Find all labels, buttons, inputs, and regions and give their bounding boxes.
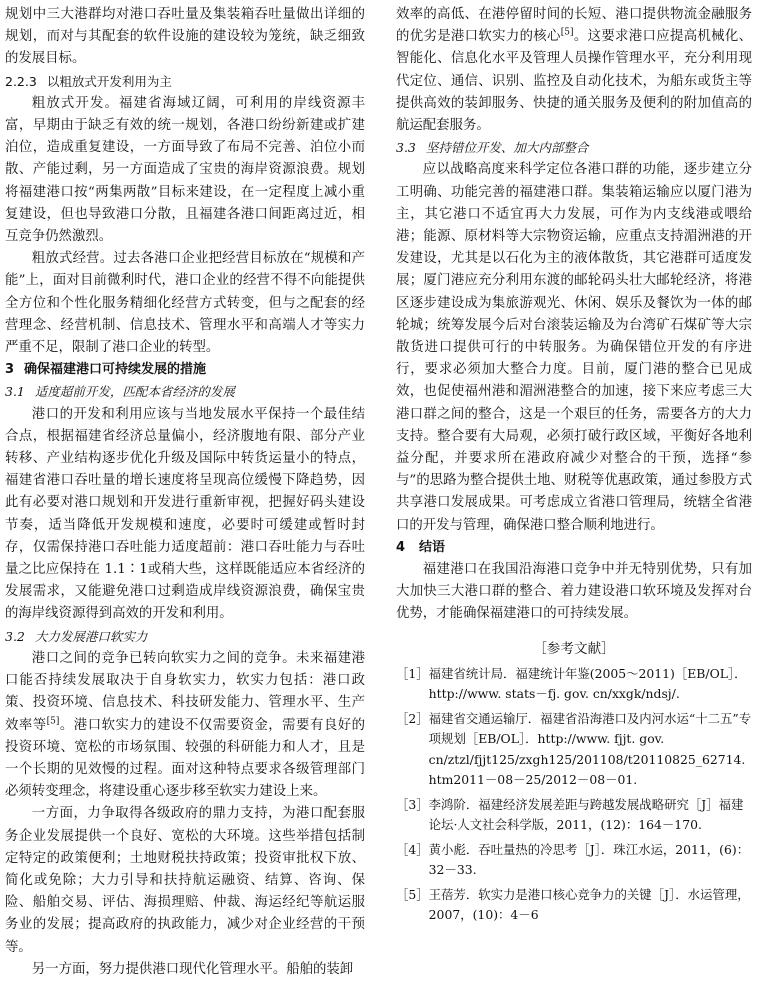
section-title: 适度超前开发，匹配本省经济的发展: [34, 384, 235, 400]
paragraph: 另一方面，努力提供港口现代化管理水平。船舶的装卸: [31, 961, 354, 977]
citation: [5]: [560, 27, 574, 38]
reference-text: 福建省统计局．福建统计年鉴(2005～2011)［EB/OL］．http://www. stats－fj. gov. cn/xxgk/ndsj/.: [428, 665, 747, 702]
right-column: [396, 4, 752, 926]
section-number: 3: [5, 362, 15, 378]
paragraph-text: 港口之间的竞争已转向软实力之间的竞争。未来福建港口能否持续发展取决于自身软实力，软实力包括：港口政策、投资环境、信息技术、科技研发能力、管理水平、生产效率等: [5, 650, 365, 733]
paragraph: 港口的开发和利用应该与当地发展水平保持一个最佳结合点，根据福建省经济总量偏小，经济腹地有限、部分产业转移、产业结构逐步优化升级及国际中转货运量小的特点，福建省港口吞吐量的增长速度将呈现高位缓慢下降趋势，因此有必要对港口规划和开发进行重新审视，把握好码头建设节奏，适当降低开发规模和速度，必要时可缓建或暂时封存，仅需保持港口吞吐能力适度超前：港口吞吐能力与吞吐量之比应保持在 1.1∶1或稍大些，这样既能适应本省经济的发展需求，又能避免港口过剩造成岸线资源浪费，确保宝贵的海岸线资源得到高效的开发和利用。: [5, 406, 365, 622]
paragraph-text: 。港口软实力的建设不仅需要资金，需要有良好的投资环境、宽松的市场氛围、较强的科研能力和人才，且是一个长期的见效慢的过程。面对这种特点要求各级管理部门必须转变理念，将建设重心逐步移至软实力建设上来。: [5, 717, 366, 800]
section-heading-2-2-3: [5, 71, 365, 93]
reference-list: [396, 664, 752, 926]
section-number: 4: [396, 539, 406, 555]
paragraph-text: 。这要求港口应提高机械化、智能化、信息化水平及管理人员操作管理水平，充分利用现代定位、通信、识别、监控及自动化技术，为船东或货主等提供高效的装卸服务、快捷的通关服务及便利的附加值高的航运配套服务。: [396, 29, 753, 134]
section-heading-3-3: [396, 137, 752, 159]
paragraph: 粗放式经营。过去各港口企业把经营目标放在“规模和产能”上，面对目前微利时代，港口企业的经营不得不向能提供全方位和个性化服务精细化经营方式转变，但与之配套的经营理念、经营机制、信息技术、管理水平和高端人才等实力严重不足，限制了港口企业的转型。: [5, 251, 365, 356]
references-heading: ［参考文献］: [533, 640, 615, 657]
reference-number: ［3］: [396, 796, 429, 812]
section-number: 2.2.3: [5, 73, 37, 89]
reference-text: 李鸿阶．福建经济发展差距与跨越发展战略研究［J］福建论坛·人文社会科学版，2011，(12)：164－170.: [428, 796, 744, 833]
reference-item: [396, 840, 752, 881]
paragraph: 粗放式开发。福建省海域辽阔，可利用的岸线资源丰富，早期由于缺乏有效的统一规划，各港口纷纷新建或扩建泊位，造成重复建设，一方面导致了布局不完善、泊位小而散、产能过剩，另一方面造成了宝贵的海岸资源浪费。规划将福建港口按“两集两散”目标来建设，在一定程度上减小重复建设，但也导致港口分散，且福建各港口间距离过近，相互竞争仍然激烈。: [5, 95, 365, 245]
reference-number: ［2］: [396, 710, 429, 726]
section-heading-3-1: [5, 381, 365, 403]
paragraph: 应以战略高度来科学定位各港口群的功能，逐步建立分工明确、功能完善的福建港口群。集装箱运输应以厦门港为主，其它港口不适宜再大力发展，可作为内支线港或喂给港；能源、原材料等大宗物资运输，应重点支持湄洲港的开发建设，尤其是以石化为主的液体散货，其它港群可适度发展；厦门港应充分利用东渡的邮轮码头壮大邮轮经济，将港区逐步建设成为集旅游观光、休闲、娱乐及餐饮为一体的邮轮城；统筹发展今后对台滚装运输及为台湾矿石煤矿等大宗散货进口提供可行的中转服务。为确保错位开发的有序进行，要求必须加大整合力度。目前，厦门港的整合已见成效，也促使福州港和湄洲港整合的加速，接下来应考虑三大港口群之间的整合，这是一个艰巨的任务，需要各方的大力支持。整合要有大局观，必须打破行政区域，平衡好各地利益分配，并要求所在港政府减少对整合的干预，选择“参与”的思路为整合提供土地、财税等优惠政策，通过参股方式共享港口发展成果。可考虑成立省港口管理局，统辖全省港口的开发与管理，确保港口整合顺利地进行。: [396, 162, 752, 533]
citation: [5]: [46, 716, 60, 727]
section-number: 3.3: [396, 140, 416, 156]
paragraph: 一方面，力争取得各级政府的鼎力支持，为港口配套服务企业发展提供一个良好、宽松的大环境。这些举措包括制定特定的政策便利；土地财税扶持政策；投资审批权下放、简化或免除；大力引导和扶持航运融资、结算、咨询、保险、船舶交易、评估、海损理赔、仲裁、海运经纪等航运服务业的发展；提高政府的执政能力，减少对企业经营的干预等。: [5, 806, 365, 955]
reference-text: 黄小彪．吞吐量热的冷思考［J］．珠江水运，2011，(6)：32－33.: [428, 841, 750, 878]
section-title: 以粗放式开发利用为主: [46, 73, 172, 89]
paragraph: 福建港口在我国沿海港口竞争中并无特别优势，只有加大加快三大港口群的整合、着力建设港口软环境及发挥对台优势，才能确保福建港口的可持续发展。: [396, 562, 752, 622]
section-number: 3.2: [5, 628, 25, 644]
reference-number: ［1］: [396, 665, 429, 681]
section-number: 3.1: [5, 384, 25, 400]
section-heading-3-2: [5, 626, 365, 648]
reference-number: ［5］: [396, 886, 429, 902]
reference-item: [396, 709, 752, 791]
reference-item: [396, 664, 752, 705]
section-title: 大力发展港口软实力: [34, 628, 148, 644]
paragraph: [396, 4, 752, 137]
reference-item: [396, 795, 752, 836]
section-title: 结语: [419, 539, 446, 555]
reference-number: ［4］: [396, 841, 429, 857]
reference-item: [396, 885, 752, 926]
paragraph: [5, 648, 365, 803]
paragraph-text: 效率的高低、在港停留时间的长短、港口提供物流金融服务的优劣是港口软实力的核心: [396, 7, 752, 45]
reference-text: 福建省交通运输厅．福建省沿海港口及内河水运“十二五”专项规划［EB/OL］．http://www. fjjt. gov. cn/ztzl/fjjt125/zxgh125/201108/t20110825_62714. htm2011－08－25/2012－08－01.: [428, 710, 752, 788]
section-heading-4: [396, 537, 752, 559]
section-heading-3: [5, 359, 365, 381]
paragraph: 规划中三大港群均对港口吞吐量及集装箱吞吐量做出详细的规划，而对与其配套的软件设施的建设较为笼统，缺乏细致的发展目标。: [5, 7, 365, 67]
left-column: [5, 4, 365, 981]
section-title: 确保福建港口可持续发展的措施: [24, 362, 207, 378]
section-title: 坚持错位开发、加大内部整合: [425, 140, 589, 156]
reference-text: 王蓓芳．软实力是港口核心竞争力的关键［J］．水运管理，2007，(10)：4－6: [428, 886, 750, 923]
